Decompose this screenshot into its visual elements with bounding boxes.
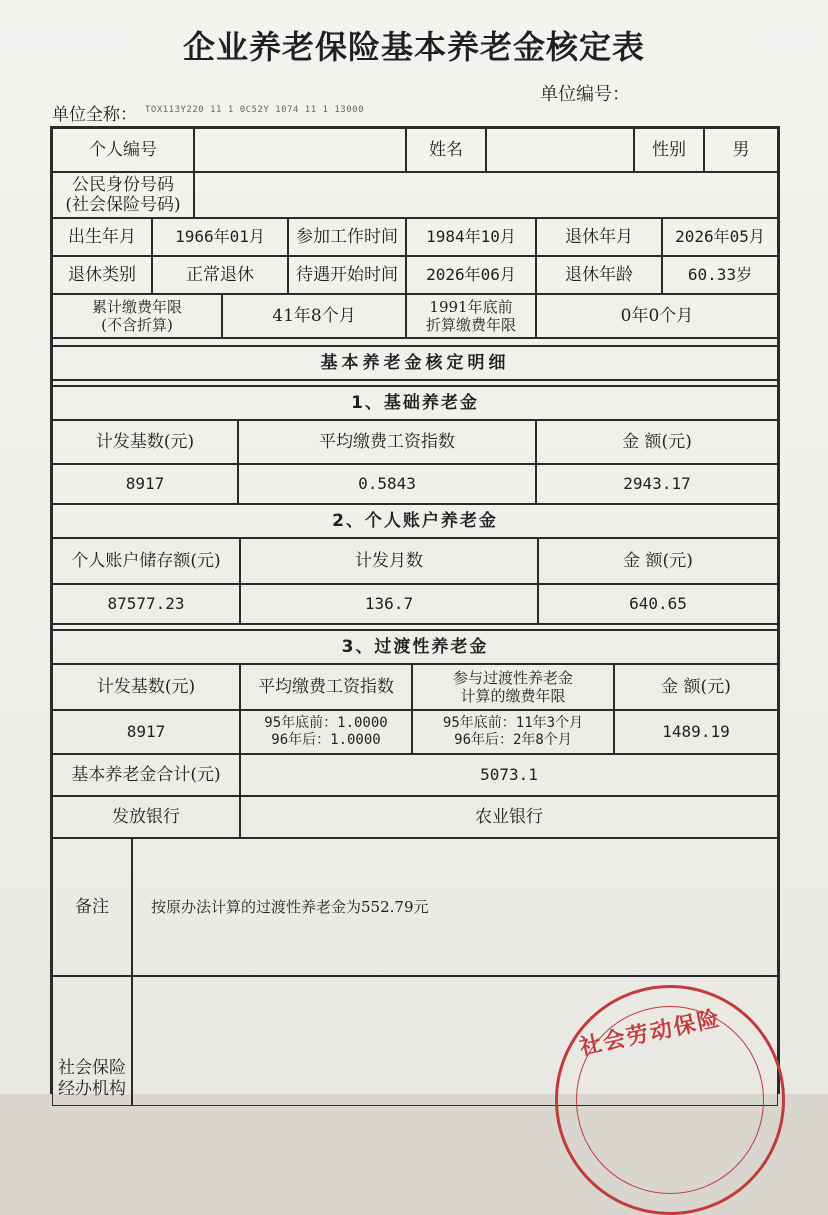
account-col-amount: 金 额(元) [538, 538, 778, 584]
transition-amount-value: 1489.19 [614, 710, 778, 754]
agency-label [52, 976, 132, 1106]
transition-col-years-line1: 参与过渡性养老金 [452, 669, 573, 687]
transition-index-pre95: 95年底前：1.0000 [264, 715, 388, 732]
id-number-label [52, 172, 194, 218]
contribution-years-label-line1: 累计缴费年限 [91, 298, 182, 316]
birth-value: 1966年01月 [152, 218, 288, 256]
basic-amount-value: 2943.17 [536, 464, 778, 504]
basic-col-base: 计发基数(元) [52, 420, 238, 464]
retire-type-label: 退休类别 [52, 256, 152, 294]
transition-col-index: 平均缴费工资指数 [240, 664, 412, 710]
basic-col-amount: 金 额(元) [536, 420, 778, 464]
total-value: 5073.1 [240, 754, 778, 796]
separator-row [52, 338, 778, 346]
personal-id-value [194, 128, 406, 172]
bank-value: 农业银行 [240, 796, 778, 838]
account-balance-value: 87577.23 [52, 584, 240, 624]
account-months-value: 136.7 [240, 584, 538, 624]
benefit-start-value: 2026年06月 [406, 256, 536, 294]
work-start-value: 1984年10月 [406, 218, 536, 256]
birth-label: 出生年月 [52, 218, 152, 256]
transition-index-value [240, 710, 412, 754]
pre91-years-label-line2: 折算缴费年限 [425, 316, 516, 334]
basic-pension-heading: 1、基础养老金 [52, 386, 778, 420]
transition-pension-heading: 3、过渡性养老金 [52, 630, 778, 664]
retire-month-label: 退休年月 [536, 218, 662, 256]
bank-label: 发放银行 [52, 796, 240, 838]
transition-col-base: 计发基数(元) [52, 664, 240, 710]
gender-label: 性别 [634, 128, 704, 172]
contribution-years-label [52, 294, 222, 338]
unit-name-value: TOX113Y220 11 1 0C52Y 1074 11 1 13000 [145, 105, 364, 115]
contribution-years-value: 41年8个月 [222, 294, 406, 338]
pre91-years-label [406, 294, 536, 338]
retire-type-value: 正常退休 [152, 256, 288, 294]
id-number-value [194, 172, 778, 218]
form-title: 企业养老保险基本养老金核定表 [182, 28, 645, 66]
form-table [50, 126, 780, 1099]
transition-col-years-line2: 计算的缴费年限 [460, 687, 566, 705]
agency-label-line2: 经办机构 [58, 1078, 126, 1099]
agency-label-line1: 社会保险 [58, 1058, 126, 1079]
transition-years-pre95: 95年底前：11年3个月 [442, 715, 584, 732]
benefit-start-label: 待遇开始时间 [288, 256, 406, 294]
gender-value: 男 [704, 128, 778, 172]
name-label: 姓名 [406, 128, 486, 172]
transition-years-post96: 96年后：2年8个月 [454, 732, 572, 748]
retire-month-value: 2026年05月 [662, 218, 778, 256]
official-seal [555, 985, 785, 1215]
transition-col-amount: 金 额(元) [614, 664, 778, 710]
name-value [486, 128, 634, 172]
transition-years-value [412, 710, 614, 754]
remark-value: 按原办法计算的过渡性养老金为552.79元 [132, 838, 778, 976]
pre91-years-value: 0年0个月 [536, 294, 778, 338]
basic-col-index: 平均缴费工资指数 [238, 420, 536, 464]
account-amount-value: 640.65 [538, 584, 778, 624]
contribution-years-label-line2: (不含折算) [101, 316, 173, 334]
unit-name-label: 单位全称： [52, 105, 137, 125]
pre91-years-label-line1: 1991年底前 [429, 298, 513, 316]
account-col-balance: 个人账户储存额(元) [52, 538, 240, 584]
basic-index-value: 0.5843 [238, 464, 536, 504]
transition-base-value: 8917 [52, 710, 240, 754]
basic-base-value: 8917 [52, 464, 238, 504]
transition-index-post96: 96年后：1.0000 [271, 732, 381, 748]
retire-age-value: 60.33岁 [662, 256, 778, 294]
account-col-months: 计发月数 [240, 538, 538, 584]
transition-col-years [412, 664, 614, 710]
retire-age-label: 退休年龄 [536, 256, 662, 294]
account-pension-heading: 2、个人账户养老金 [52, 504, 778, 538]
total-label: 基本养老金合计(元) [52, 754, 240, 796]
remark-label: 备注 [52, 838, 132, 976]
unit-number-label: 单位编号： [540, 84, 630, 105]
id-number-label-line1: 公民身份号码 [72, 174, 174, 195]
work-start-label: 参加工作时间 [288, 218, 406, 256]
personal-id-label: 个人编号 [52, 128, 194, 172]
detail-heading: 基本养老金核定明细 [52, 346, 778, 380]
id-number-label-line2: (社会保险号码) [65, 195, 181, 215]
official-seal-text: 社会劳动保险 [577, 1006, 724, 1061]
